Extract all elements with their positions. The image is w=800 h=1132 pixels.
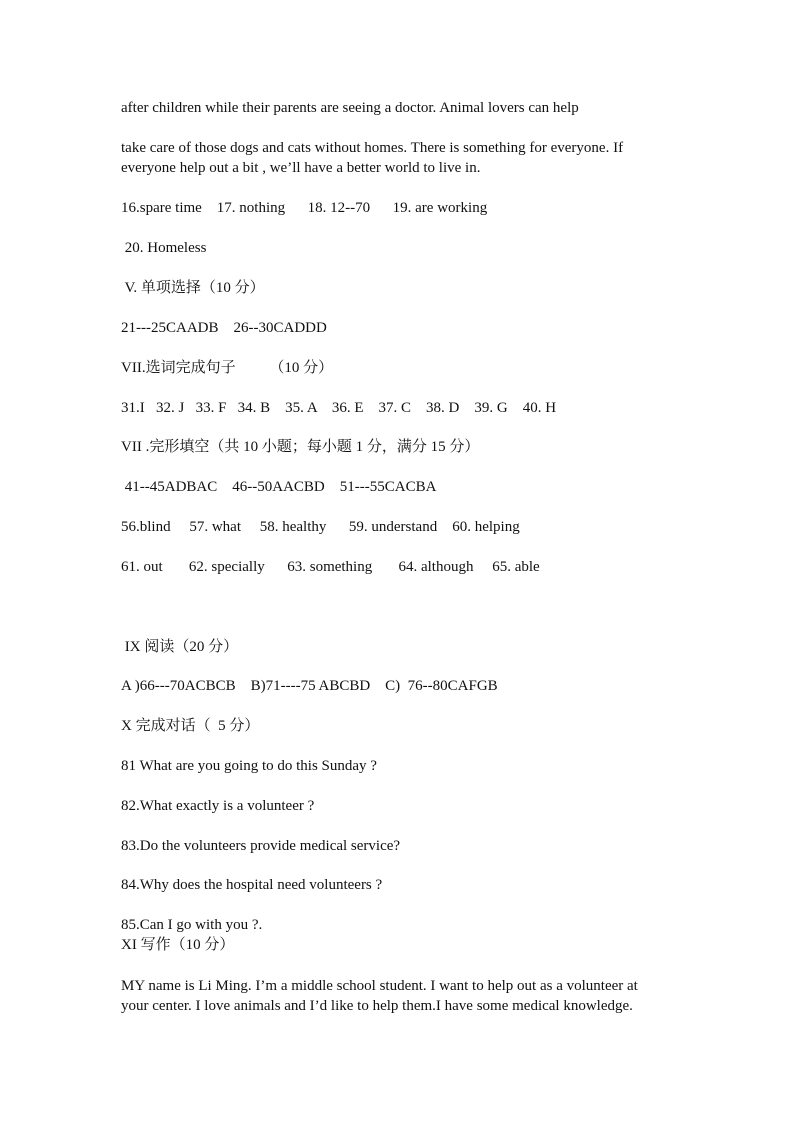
essay-line: your center. I love animals and I’d like to help them.I have some medical knowledge.	[121, 998, 633, 1014]
section-heading-ix: IX 阅读（20 分）	[121, 639, 239, 655]
dialogue-line-84: 84.Why does the hospital need volunteers ?	[121, 877, 383, 893]
section-heading-v: V. 单项选择（10 分）	[121, 280, 265, 296]
dialogue-line-81: 81 What are you going to do this Sunday ?	[121, 758, 377, 774]
text-line: take care of those dogs and cats without homes. There is something for everyone. If	[121, 140, 624, 156]
answer-line-21-30: 21---25CAADB 26--30CADDD	[121, 320, 327, 336]
section-heading-vii-b: VII .完形填空（共 10 小题；每小题 1 分，满分 15 分）	[121, 439, 480, 455]
answer-line-61-65: 61. out 62. specially 63. something 64. although 65. able	[121, 559, 540, 575]
answer-line-20: 20. Homeless	[121, 240, 207, 256]
answer-line-66-80: A )66---70ACBCB B)71----75 ABCBD C) 76--80CAFGB	[121, 678, 498, 694]
answer-line-16-19: 16.spare time 17. nothing 18. 12--70 19. are working	[121, 200, 488, 216]
answer-line-56-60: 56.blind 57. what 58. healthy 59. understand 60. helping	[121, 519, 520, 535]
section-heading-x: X 完成对话（ 5 分）	[121, 718, 260, 734]
essay-line: MY name is Li Ming. I’m a middle school student. I want to help out as a volunteer at	[121, 978, 638, 994]
dialogue-line-83: 83.Do the volunteers provide medical service?	[121, 838, 401, 854]
text-line: after children while their parents are seeing a doctor. Animal lovers can help	[121, 100, 579, 116]
dialogue-line-82: 82.What exactly is a volunteer ?	[121, 798, 315, 814]
answer-line-31-40: 31.I 32. J 33. F 34. B 35. A 36. E 37. C 38. D 39. G 40. H	[121, 400, 557, 416]
dialogue-line-85: 85.Can I go with you ?.	[121, 917, 263, 933]
text-line: everyone help out a bit , we’ll have a better world to live in.	[121, 160, 481, 176]
section-heading-xi: XI 写作（10 分）	[121, 937, 235, 953]
section-heading-vii-a: VII.选词完成句子 （10 分）	[121, 360, 334, 376]
answer-line-41-55: 41--45ADBAC 46--50AACBD 51---55CACBA	[121, 479, 437, 495]
